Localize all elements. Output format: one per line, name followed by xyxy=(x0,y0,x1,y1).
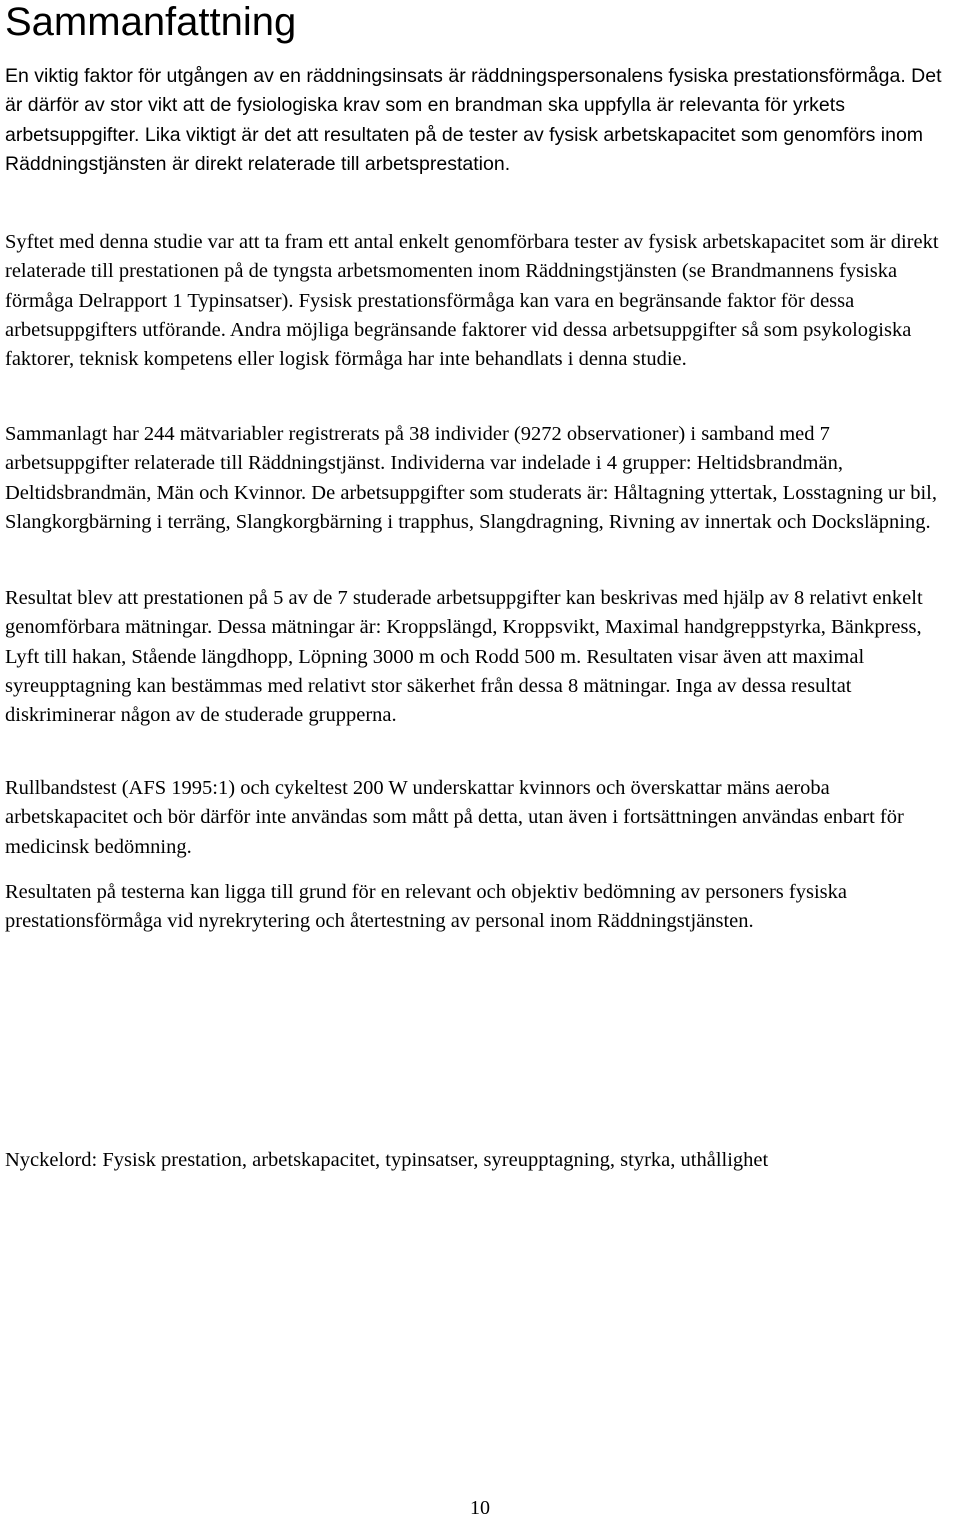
keywords-line: Nyckelord: Fysisk prestation, arbetskapacitet, typinsatser, syreupptagning, styrka, uthållighet xyxy=(5,1149,769,1171)
paragraph-treadmill-test: Rullbandstest (AFS 1995:1) och cykeltest 200 W underskattar kvinnors och överskattar mäns aeroba arbetskapacitet och bör därför inte användas som mått på detta, utan även i fortsättningen användas enbart för medicinsk bedömning. xyxy=(5,777,904,858)
section-heading: Sammanfattning xyxy=(5,0,297,44)
intro-text-first: En viktig faktor för utgången av en räddningsinsats är räddningspersonalens fysiska prestationsförmåga. Det är därför av stor vikt att de fysiologiska krav som en brandman ska uppfylla är relevanta för yrkets arbetsuppgifter. xyxy=(5,65,942,146)
paragraph-results: Resultat blev att prestationen på 5 av de 7 studerade arbetsuppgifter kan beskrivas med hjälp av 8 relativt enkelt genomförbara mätningar. Dessa mätningar är: Kroppslängd, Kroppsvikt, Maximal handgreppstyrka, Bänkpress, Lyft till hakan, Stående längdhopp, Löpning 3000 m och Rodd 500 m. Resultaten visar även att maximal syreupptagning kan bestämmas med relativt stor säkerhet från dessa 8 mätningar. Inga av dessa resultat diskriminerar någon av de studerade grupperna. xyxy=(5,587,923,727)
paragraph-conclusion: Resultaten på testerna kan ligga till grund för en relevant och objektiv bedömning av personers fysiska prestationsförmåga vid nyrekrytering och återtestning av personal inom Räddningstjänsten. xyxy=(5,881,847,933)
paragraph-method: Sammanlagt har 244 mätvariabler registrerats på 38 individer (9272 observationer) i samband med 7 arbetsuppgifter relaterade till Räddningstjänst. Individerna var indelade i 4 grupper: Heltidsbrandmän, Deltidsbrandmän, Män och Kvinnor. De arbetsuppgifter som studerats är: Håltagning yttertak, Losstagning ur bil, Slangkorgbärning i terräng, Slangkorgbärning i trapphus, Slangdragning, Rivning av innertak och Docksläpning. xyxy=(5,423,937,533)
intro-text-second: Lika viktigt är det att resultaten på de tester av fysisk arbetskapacitet som genomförs inom Räddningstjänsten är direkt relaterade till arbetsprestation. xyxy=(5,123,924,175)
paragraph-purpose: Syftet med denna studie var att ta fram ett antal enkelt genomförbara tester av fysisk arbetskapacitet som är direkt relaterade till prestationen på de tyngsta arbetsmomenten inom Räddningstjänsten (se Brandmannens fysiska förmåga Delrapport 1 Typinsatser). Fysisk prestationsförmåga kan vara en begränsande faktor för dessa arbetsuppgifters utförande. Andra möjliga begränsande faktorer vid dessa arbetsuppgifter så som psykologiska faktorer, teknisk kompetens eller logisk förmåga har inte behandlats i denna studie. xyxy=(5,231,939,371)
document-page xyxy=(5,0,955,1171)
page-number: 10 xyxy=(470,1497,490,1519)
paragraph-intro xyxy=(5,62,955,179)
